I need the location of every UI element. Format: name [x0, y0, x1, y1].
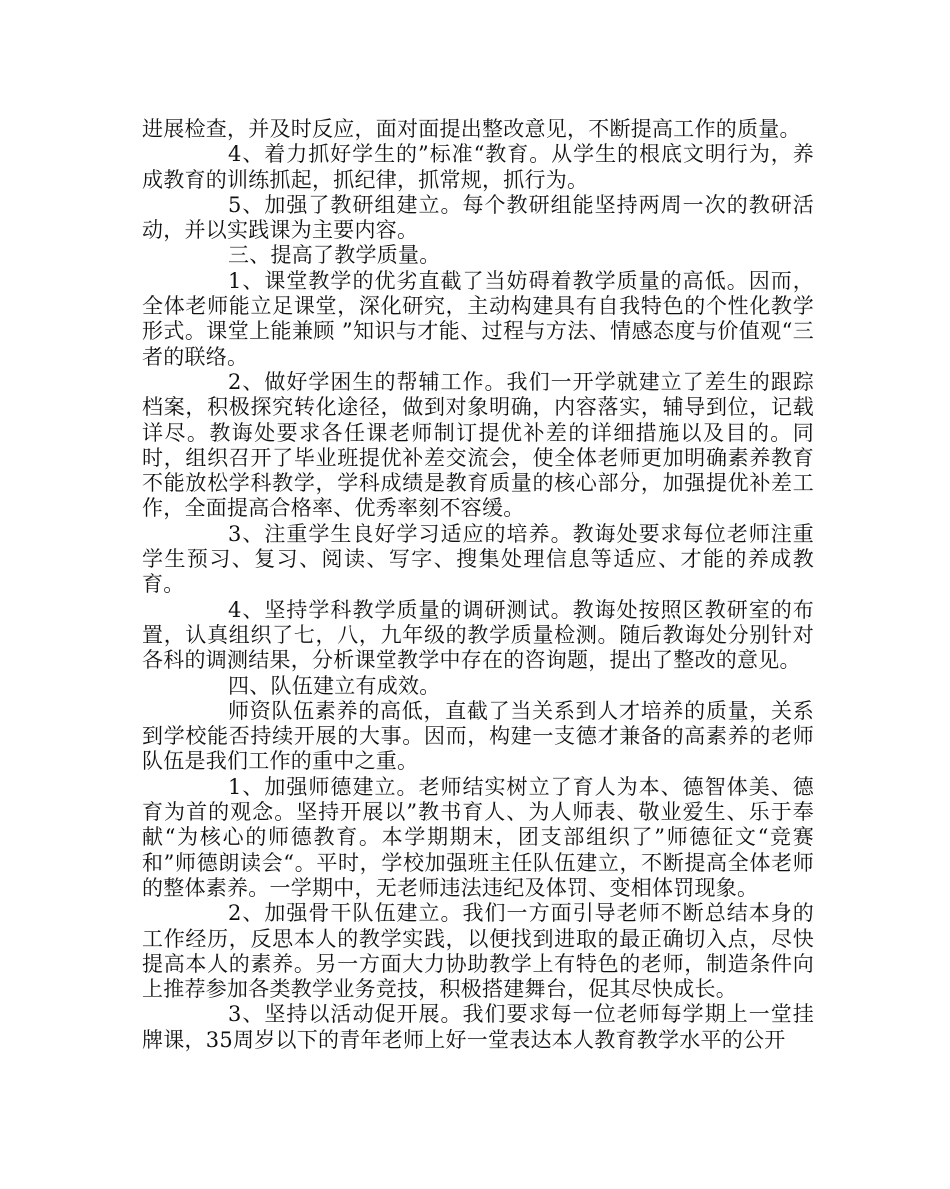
paragraph-item-3-study-habits: 3、注重学生良好学习适应的培养。教诲处要求每位老师注重学生预习、复习、阅读、写字、搜集处理信息等适应、才能的养成教育。 — [142, 521, 814, 597]
paragraph-item-5-teaching-research: 5、加强了教研组建立。每个教研组能坚持两周一次的教研活动，并以实践课为主要内容。 — [142, 192, 814, 243]
paragraph-item-1-classroom-teaching: 1、课堂教学的优劣直截了当妨碍着教学质量的高低。因而，全体老师能立足课堂，深化研究，主动构建具有自我特色的个性化教学形式。课堂上能兼顾 ”知识与才能、过程与方法、情感态度与价值观“三者的联络。 — [142, 268, 814, 369]
section-heading-3: 三、提高了教学质量。 — [228, 243, 441, 268]
paragraph-item-1-teacher-ethics: 1、加强师德建立。老师结实树立了育人为本、德智体美、德育为首的观念。坚持开展以”教书育人、为人师表、敬业爱生、乐于奉献“为核心的师德教育。本学期期末，团支部组织了”师德征文“竞赛和”师德朗读会“。平时，学校加强班主任队伍建立，不断提高全体老师的整体素养。一学期中，无老师违法违纪及体罚、变相体罚现象。 — [142, 774, 814, 900]
paragraph-continuation: 进展检查，并及时反应，面对面提出整改意见，不断提高工作的质量。 — [142, 117, 801, 141]
paragraph-item-3-activities: 3、坚持以活动促开展。我们要求每一位老师每学期上一堂挂牌课，35周岁以下的青年老师上好一堂表达本人教育教学水平的公开 — [142, 1002, 814, 1052]
paragraph-item-2-key-teachers: 2、加强骨干队伍建立。我们一方面引导老师不断总结本身的工作经历，反思本人的教学实践，以便找到进取的最正确切入点，尽快提高本人的素养。另一方面大力协助教学上有特色的老师，制造条件向上推荐参加各类教学业务竞技，积极搭建舞台，促其尽快成长。 — [142, 901, 814, 1002]
section-heading-4: 四、队伍建立有成效。 — [228, 673, 441, 698]
paragraph-item-4-standards-education: 4、着力抓好学生的”标准“教育。从学生的根底文明行为，养成教育的训练抓起，抓纪律，抓常规，抓行为。 — [142, 142, 814, 192]
document-body — [142, 117, 814, 1053]
paragraph-item-4-quality-testing: 4、坚持学科教学质量的调研测试。教诲处按照区教研室的布置，认真组织了七，八，九年级的教学质量检测。随后教诲处分别针对各科的调测结果，分析课堂教学中存在的咨询题，提出了整改的意见。 — [142, 597, 814, 673]
paragraph-teacher-quality-intro: 师资队伍素养的高低，直截了当关系到人才培养的质量，关系到学校能否持续开展的大事。因而，构建一支德才兼备的高素养的老师队伍是我们工作的重中之重。 — [142, 698, 814, 774]
paragraph-item-2-struggling-students: 2、做好学困生的帮辅工作。我们一开学就建立了差生的跟踪档案，积极探究转化途径，做到对象明确，内容落实，辅导到位，记载详尽。教诲处要求各任课老师制订提优补差的详细措施以及目的。同时，组织召开了毕业班提优补差交流会，使全体老师更加明确素养教育不能放松学科教学，学科成绩是教育质量的核心部分，加强提优补差工作，全面提高合格率、优秀率刻不容缓。 — [142, 369, 814, 521]
